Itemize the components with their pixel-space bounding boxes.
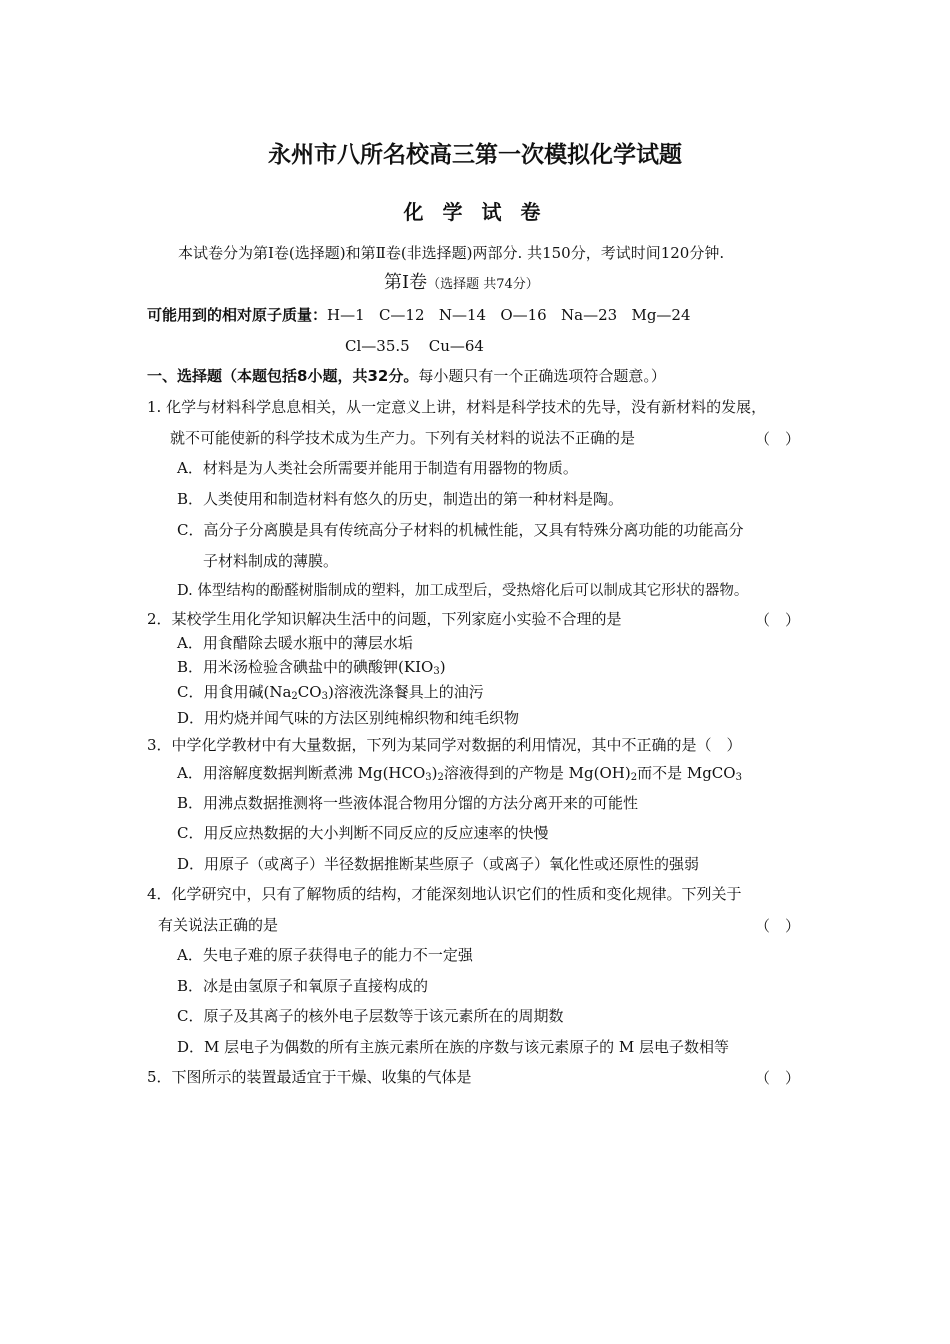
q4-answer-paren: （ ） (755, 917, 801, 935)
section1-heading (147, 366, 666, 386)
q2-option-d: D．用灼烧并闻气味的方法区别纯棉织物和纯毛织物 (177, 709, 520, 727)
q3-option-d: D．用原子（或离子）半径数据推断某些原子（或离子）氧化性或还原性的强弱 (177, 855, 700, 873)
q4-option-d: D．M 层电子为偶数的所有主族元素所在族的序数与该元素原子的 M 层电子数相等 (177, 1038, 730, 1056)
q3-option-c: C．用反应热数据的大小判断不同反应的反应速率的快慢 (177, 824, 549, 842)
q2-option-c-formula: CO (297, 683, 322, 701)
q2-option-b-close: ) (439, 658, 446, 676)
section1-heading-rest: 每小题只有一个正确选项符合题意。） (418, 367, 666, 385)
q3-option-a-subscript-3: 2 (630, 772, 638, 783)
q3-option-a-subscript-2: 2 (437, 772, 444, 783)
q3-option-a-close: ) (431, 764, 438, 782)
intro-text: 本试卷分为第Ⅰ卷(选择题)和第Ⅱ卷(非选择题)两部分. 共150分，考试时间120分钟. (178, 244, 725, 262)
q2-option-b-text: B．用米汤检验含碘盐中的碘酸钾(KIO (177, 658, 434, 676)
q2-option-b-subscript: 3 (433, 666, 440, 677)
q3-option-a-subscript-4: 3 (735, 772, 742, 783)
q3-option-a (177, 763, 742, 783)
q3-option-b: B．用沸点数据推测将一些液体混合物用分馏的方法分离开来的可能性 (177, 794, 639, 812)
q1-stem-line-2: 就不可能使新的科学技术成为生产力。下列有关材料的说法不正确的是 (170, 429, 636, 447)
q5-answer-paren: （ ） (755, 1069, 801, 1087)
q1-option-d: D. 体型结构的酚醛树脂制成的塑料，加工成型后，受热熔化后可以制成其它形状的器物。 (177, 583, 749, 599)
q4-option-a: A．失电子难的原子获得电子的能力不一定强 (177, 946, 473, 964)
q5-stem: 5．下图所示的装置最适宜于干燥、收集的气体是 (147, 1068, 472, 1086)
part1-title: 第Ⅰ卷 (384, 272, 428, 293)
q4-option-c: C．原子及其离子的核外电子层数等于该元素所在的周期数 (177, 1007, 564, 1025)
q4-stem-line-2: 有关说法正确的是 (158, 916, 279, 934)
q3-stem: 3．中学化学教材中有大量数据，下列为某同学对数据的利用情况，其中不正确的是（ ） (147, 736, 742, 754)
q2-option-c-subscript-2: 3 (321, 691, 328, 702)
q3-option-a-text: A．用溶解度数据判断煮沸 Mg(HCO (177, 764, 426, 782)
atomic-masses-1: H—1 C—12 N—14 O—16 Na—23 Mg—24 (327, 306, 691, 324)
q4-option-b: B．冰是由氢原子和氧原子直接构成的 (177, 977, 429, 995)
q1-option-a: A．材料是为人类社会所需要并能用于制造有用器物的物质。 (177, 459, 578, 477)
page-subtitle: 化 学 试 卷 (403, 200, 547, 224)
q2-option-c-text: C．用食用碱(Na (177, 683, 292, 701)
q2-option-c-rest: )溶液洗涤餐具上的油污 (327, 683, 484, 701)
q2-option-c-subscript-1: 2 (291, 691, 298, 702)
q3-option-a-end: 而不是 MgCO (637, 764, 736, 782)
page-title: 永州市八所名校高三第一次模拟化学试题 (268, 142, 682, 168)
q2-stem: 2．某校学生用化学知识解决生活中的问题，下列家庭小实验不合理的是 (147, 610, 622, 628)
q4-stem-line-1: 4．化学研究中，只有了解物质的结构，才能深刻地认识它们的性质和变化规律。下列关于 (147, 885, 742, 903)
q2-option-b (177, 657, 446, 677)
atomic-masses-2: Cl—35.5 Cu—64 (345, 337, 484, 355)
part1-note: （选择题 共74分） (427, 277, 539, 292)
part1-heading (384, 273, 539, 295)
q3-option-a-subscript-1: 3 (425, 772, 432, 783)
q3-option-a-middle: 溶液得到的产物是 Mg(OH) (443, 764, 631, 782)
atomic-mass-line-1 (147, 305, 691, 325)
q2-answer-paren: （ ） (755, 611, 801, 629)
q1-answer-paren: （ ） (755, 430, 801, 448)
q2-option-a: A．用食醋除去暖水瓶中的薄层水垢 (177, 634, 413, 652)
q2-option-c (177, 682, 484, 702)
q1-option-b: B．人类使用和制造材料有悠久的历史，制造出的第一种材料是陶。 (177, 490, 624, 508)
q1-stem-line-1: 1. 化学与材料科学息息相关，从一定意义上讲，材料是科学技术的先导，没有新材料的发展， (147, 398, 767, 416)
q1-option-c-line-2: 子材料制成的薄膜。 (203, 552, 339, 570)
atomic-mass-label: 可能用到的相对原子质量： (147, 306, 328, 324)
q1-option-c-line-1: C．高分子分离膜是具有传统高分子材料的机械性能，又具有特殊分离功能的功能高分 (177, 521, 744, 539)
section1-heading-bold: 一、选择题（本题包括8小题，共32分。 (147, 367, 419, 385)
